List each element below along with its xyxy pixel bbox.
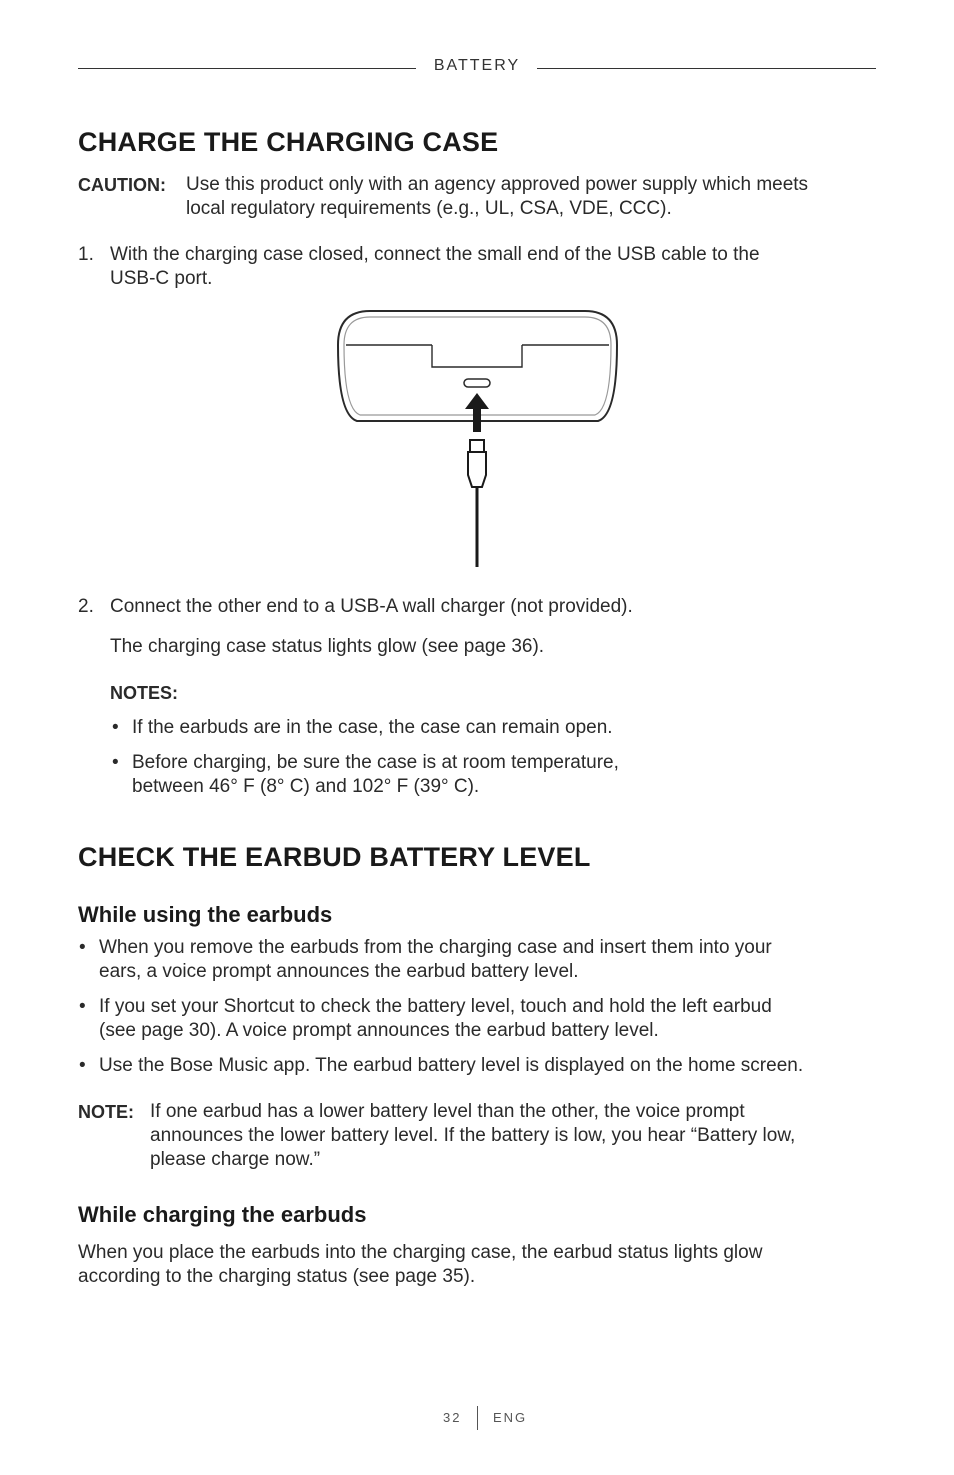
section-title-battery-level: CHECK THE EARBUD BATTERY LEVEL [78,842,591,872]
list-item [79,936,879,986]
note-line2: announces the lower battery level. If the battery is low, you hear “Battery low, [150,1125,796,1146]
bullet-icon: • [112,717,119,738]
bullet-icon: • [79,996,86,1017]
step-2-number: 2. [78,596,94,617]
page-number: 32 [443,1410,462,1425]
step-1 [78,243,878,293]
note-2-line1: Before charging, be sure the case is at room temperature, [132,752,619,773]
step-2-text: Connect the other end to a USB-A wall charger (not provided). [110,596,633,617]
bullet-2-line1: If you set your Shortcut to check the battery level, touch and hold the left earbud [99,996,772,1017]
usb-c-port-icon [464,379,490,387]
step-2-result: The charging case status lights glow (see page 36). [110,636,545,657]
charging-case-illustration [330,305,625,575]
section-title-charge-case: CHARGE THE CHARGING CASE [78,127,499,157]
bullet-icon: • [79,1055,86,1076]
note-line3: please charge now.” [150,1149,321,1170]
note-1-text: If the earbuds are in the case, the case can remain open. [132,717,613,738]
footer-divider [477,1406,478,1430]
caution-label: CAUTION: [78,175,166,195]
caution-text-line2: local regulatory requirements (e.g., UL, CSA, VDE, CCC). [186,198,672,219]
bullet-1-line1: When you remove the earbuds from the charging case and insert them into your [99,937,772,958]
note-line1: If one earbud has a lower battery level than the other, the voice prompt [150,1101,745,1122]
notes-label: NOTES: [110,683,179,703]
step-1-number: 1. [78,244,94,265]
note-label: NOTE: [78,1102,134,1122]
note-2-line2: between 46° F (8° C) and 102° F (39° C). [132,776,480,797]
bullet-2-line2: (see page 30). A voice prompt announces the earbud battery level. [99,1020,659,1041]
step-1-line1: With the charging case closed, connect the small end of the USB cable to the [110,244,760,265]
step-2 [78,595,878,621]
usb-cable-icon [468,440,486,567]
step-1-line2: USB-C port. [110,268,213,289]
subsection-title-charging: While charging the earbuds [78,1202,367,1227]
language-code: ENG [493,1410,528,1425]
list-item [79,1054,879,1080]
bullet-icon: • [79,937,86,958]
note-item-2 [112,751,812,801]
section-header: BATTERY [433,57,521,74]
caution-block [78,173,878,223]
arrow-up-icon [465,393,489,432]
header-rule-right [537,68,876,69]
list-item [79,995,879,1045]
bullet-3-line1: Use the Bose Music app. The earbud battery level is displayed on the home screen. [99,1055,804,1076]
bullet-1-line2: ears, a voice prompt announces the earbud battery level. [99,961,579,982]
paragraph-line2: according to the charging status (see page 35). [78,1266,476,1287]
caution-text-line1: Use this product only with an agency approved power supply which meets [186,174,809,195]
note-item-1 [112,716,812,742]
subsection-title-using: While using the earbuds [78,902,333,927]
note-block [78,1100,878,1174]
paragraph-line1: When you place the earbuds into the charging case, the earbud status lights glow [78,1242,763,1263]
bullet-icon: • [112,752,119,773]
